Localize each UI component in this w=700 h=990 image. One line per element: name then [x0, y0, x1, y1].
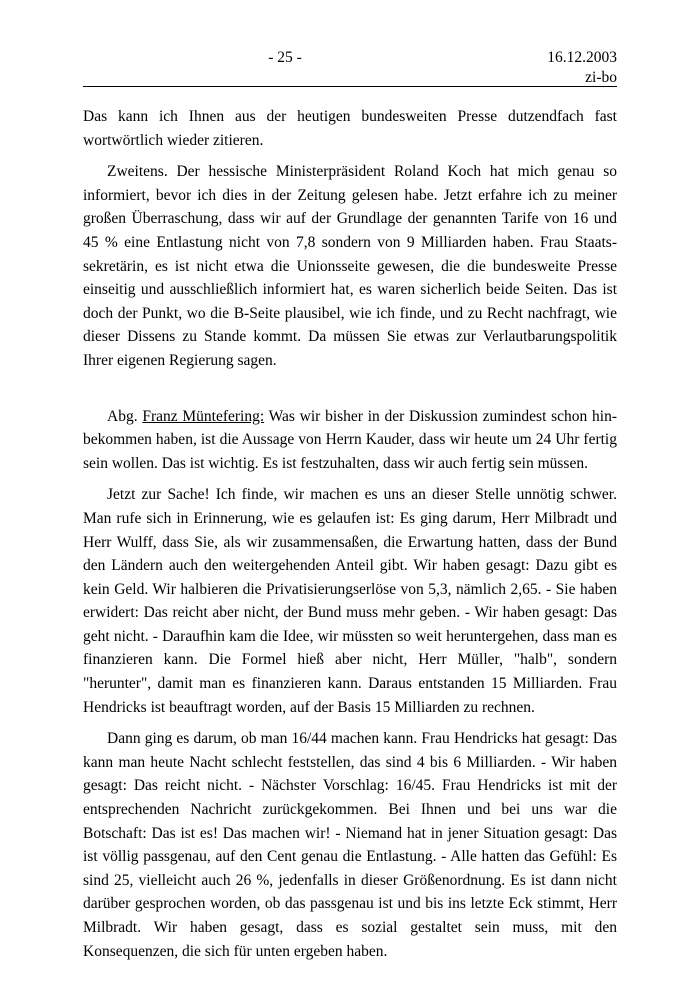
speaker-prefix: Abg. — [107, 407, 138, 425]
document-body — [83, 105, 617, 971]
speech-text: Was wir bisher in der Diskussion zumindest schon hinbekommen haben, ist die Aussage von Herrn Kauder, dass wir heute um 24 Uhr fertig sein wollen. Das ist wichtig. Es ist festzuhalten, dass wir auch fertig sein müssen. — [83, 407, 617, 472]
header-rule — [83, 86, 617, 87]
paragraph: Jetzt zur Sache! Ich finde, wir machen es uns an dieser Stelle unnötig schwer. Man rufe sich in Erinnerung, wie es gelaufen ist: Es ging darum, Herr Milbradt und Herr Wulff, dass Sie, als wir zusammensaßen, die Erwartung hatten, dass der Bund den Ländern auch den weitergehenden Anteil gibt. Wir haben gesagt: Dazu gibt es kein Geld. Wir halbieren die Privatisierungserlöse von 5,3, nämlich 2,65. - Sie haben erwidert: Das reicht aber nicht, der Bund muss mehr geben. - Wir haben gesagt: Das geht nicht. - Daraufhin kam die Idee, wir müssten so weit heruntergehen, dass man es finanzieren kann. Die Formel hieß aber nicht, Herr Müller, "halb", sondern "herunter", damit man es finanzieren kann. Daraus entstanden 15 Milliarden. Frau Hendricks ist beauftragt worden, auf der Basis 15 Milliarden zu rechnen. — [83, 486, 617, 716]
header-code: zi-bo — [585, 69, 617, 86]
header-meta — [547, 48, 617, 88]
page-number: - 25 - — [268, 49, 302, 66]
paragraph: Das kann ich Ihnen aus der heutigen bundesweiten Presse dutzendfach fast wortwörtlich wieder zitieren. — [83, 108, 617, 149]
speech-opening — [83, 405, 617, 476]
speaker-name: Franz Müntefering: — [142, 407, 265, 425]
paragraph: Dann ging es darum, ob man 16/44 machen kann. Frau Hendricks hat gesagt: Das kann man heute Nacht schlecht feststellen, das sind 4 bis 6 Milliarden. - Wir haben gesagt: Das reicht nicht. - Nächster Vorschlag: 16/45. Frau Hendricks ist mit der entsprechenden Nachricht zurückgekommen. Bei Ihnen und bei uns war die Botschaft: Das ist es! Das machen wir! - Niemand hat in jener Situation gesagt: Das ist völlig passgenau, auf den Cent genau die Entlastung. - Alle hatten das Gefühl: Es sind 25, vielleicht auch 26 %, jedenfalls in dieser Größenordnung. Es ist dann nicht darüber gesprochen worden, ob das passgenau ist und bis ins letzte Eck stimmt, Herr Milbradt. Wir haben gesagt, dass es sozial gestaltet sein muss, mit den Konsequenzen, die sich für unten ergeben haben. — [83, 730, 617, 960]
header-date: 16.12.2003 — [547, 49, 617, 66]
paragraph: Zweitens. Der hessische Ministerpräsident Roland Koch hat mich genau so informiert, bevor ich dies in der Zeitung gelesen habe. Jetzt erfahre ich zu meiner großen Überraschung, dass wir auf der Grundlage der genannten Tarife von 16 und 45 % eine Entlastung nicht von 7,8 sondern von 9 Milliarden haben. Frau Staatssekretärin, es ist nicht etwa die Unionsseite gewesen, die die bundesweite Presse einseitig und ausschließlich informiert hat, es waren sicherlich beide Seiten. Das ist doch der Punkt, wo die B-Seite plausibel, wie ich finde, und zu Recht nachfragt, wie dieser Dissens zu Stande kommt. Da müssen Sie etwas zur Verlautbarungspolitik Ihrer eigenen Regierung sagen. — [83, 163, 617, 369]
